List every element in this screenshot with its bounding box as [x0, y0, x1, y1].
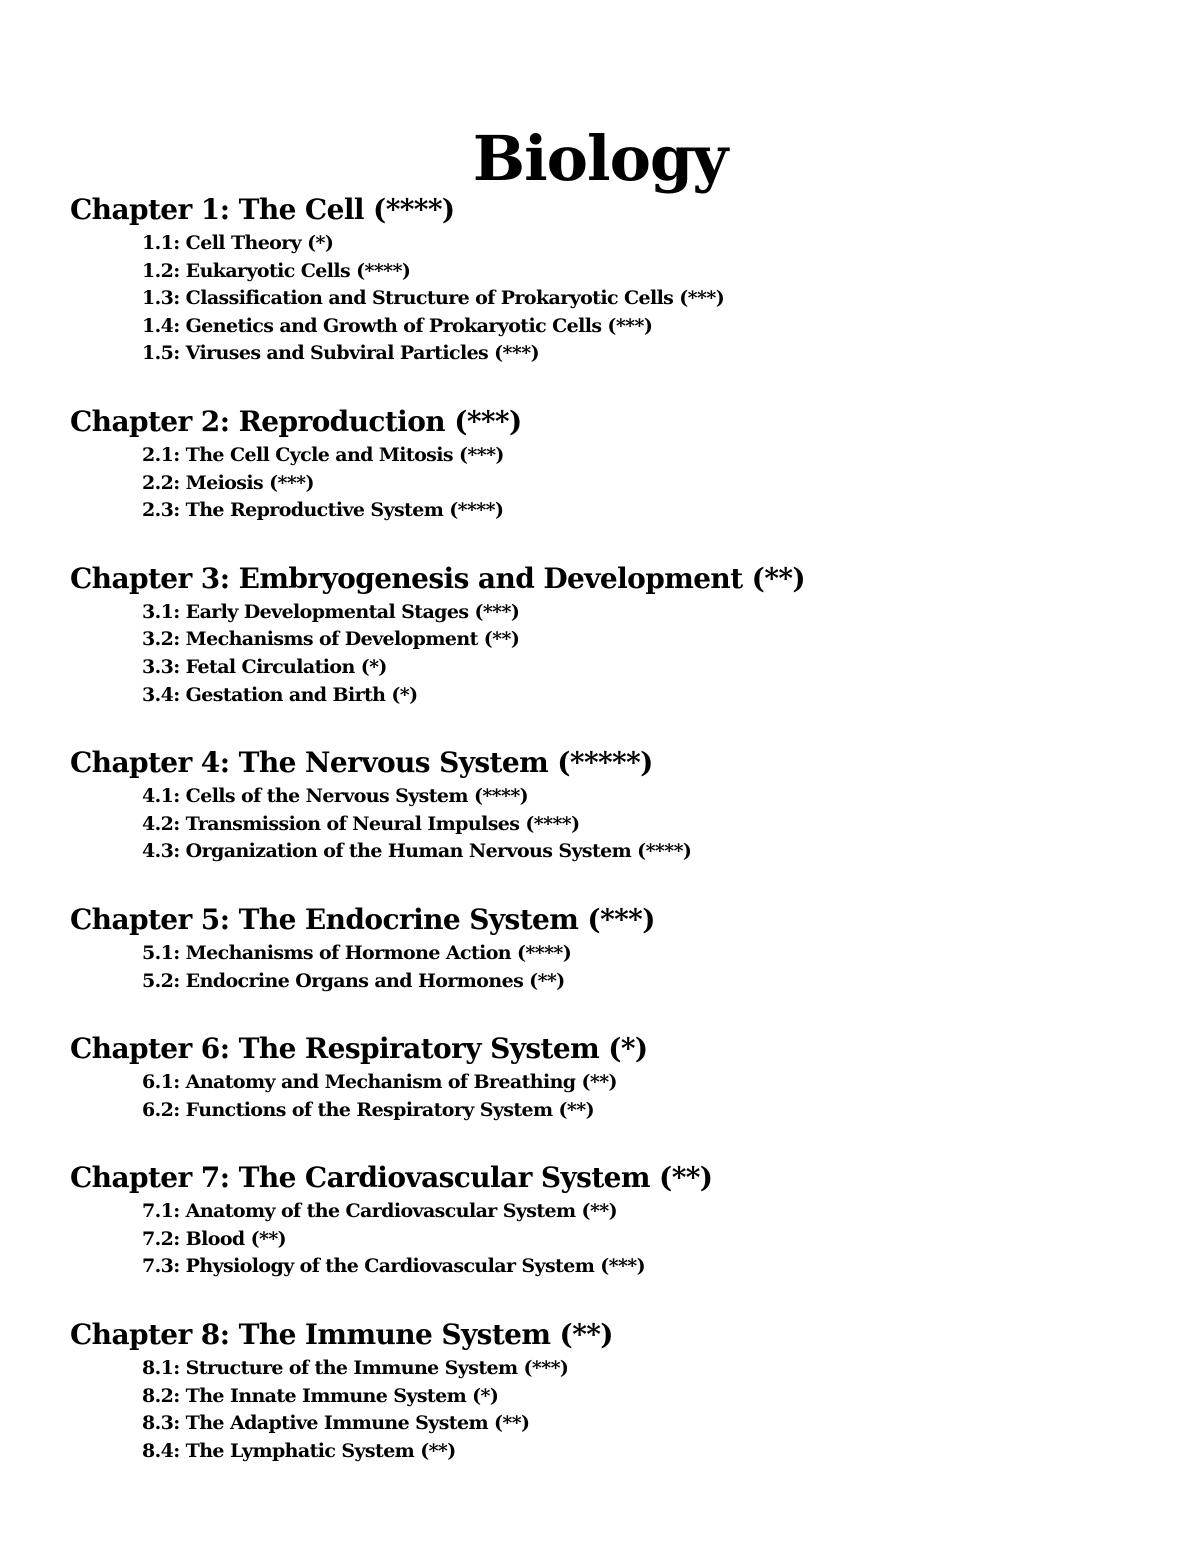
chapter-heading: Chapter 8: The Immune System (**) — [70, 1318, 613, 1352]
chapter-4 — [70, 743, 1170, 866]
section-item: 7.2: Blood (**) — [142, 1227, 287, 1250]
section-item: 4.1: Cells of the Nervous System (****) — [142, 785, 529, 808]
section-item: 8.3: The Adaptive Immune System (**) — [142, 1412, 530, 1435]
section-item: 5.1: Mechanisms of Hormone Action (****) — [142, 941, 572, 964]
chapter-list — [70, 190, 1170, 1499]
section-list — [70, 1069, 1170, 1124]
section-item: 1.3: Classification and Structure of Prokaryotic Cells (***) — [142, 287, 725, 310]
section-list — [70, 230, 1170, 368]
section-item: 4.2: Transmission of Neural Impulses (****) — [142, 812, 580, 835]
section-item: 2.2: Meiosis (***) — [142, 471, 314, 494]
section-item: 8.4: The Lymphatic System (**) — [142, 1439, 456, 1462]
section-list — [70, 783, 1170, 866]
section-list — [70, 599, 1170, 709]
chapter-heading: Chapter 1: The Cell (****) — [70, 193, 455, 226]
chapter-6 — [70, 1029, 1170, 1124]
section-item: 7.3: Physiology of the Cardiovascular System (***) — [142, 1255, 646, 1278]
chapter-2 — [70, 402, 1170, 525]
document-title: Biology — [472, 121, 728, 195]
section-item: 2.3: The Reproductive System (****) — [142, 499, 504, 522]
section-list — [70, 1355, 1170, 1465]
section-item: 3.2: Mechanisms of Development (**) — [142, 628, 520, 651]
section-item: 3.1: Early Developmental Stages (***) — [142, 600, 520, 623]
chapter-heading: Chapter 3: Embryogenesis and Development (**) — [70, 561, 806, 595]
section-item: 8.1: Structure of the Immune System (***) — [142, 1357, 569, 1380]
section-item: 1.2: Eukaryotic Cells (****) — [142, 259, 411, 282]
section-item: 1.1: Cell Theory (*) — [142, 232, 334, 254]
section-item: 6.2: Functions of the Respiratory System (**) — [142, 1098, 594, 1121]
section-item: 7.1: Anatomy of the Cardiovascular System (**) — [142, 1200, 618, 1223]
chapter-heading: Chapter 5: The Endocrine System (***) — [70, 902, 655, 936]
chapter-3 — [70, 559, 1170, 709]
chapter-5 — [70, 900, 1170, 995]
chapter-heading: Chapter 2: Reproduction (***) — [70, 404, 522, 438]
section-list — [70, 442, 1170, 525]
chapter-heading: Chapter 4: The Nervous System (*****) — [70, 746, 653, 780]
section-item: 3.4: Gestation and Birth (*) — [142, 683, 418, 706]
section-item: 5.2: Endocrine Organs and Hormones (**) — [142, 969, 565, 992]
section-list — [70, 940, 1170, 995]
chapter-heading: Chapter 6: The Respiratory System (*) — [70, 1032, 648, 1066]
section-item: 2.1: The Cell Cycle and Mitosis (***) — [142, 443, 504, 466]
chapter-1 — [70, 190, 1170, 368]
section-item: 6.1: Anatomy and Mechanism of Breathing (**) — [142, 1071, 617, 1094]
section-item: 1.4: Genetics and Growth of Prokaryotic Cells (***) — [142, 314, 653, 337]
section-item: 1.5: Viruses and Subviral Particles (***) — [142, 342, 539, 365]
chapter-8 — [70, 1315, 1170, 1465]
section-list — [70, 1198, 1170, 1281]
section-item: 3.3: Fetal Circulation (*) — [142, 655, 387, 678]
chapter-7 — [70, 1158, 1170, 1281]
section-item: 4.3: Organization of the Human Nervous System (****) — [142, 840, 692, 863]
chapter-heading: Chapter 7: The Cardiovascular System (**) — [70, 1161, 713, 1195]
section-item: 8.2: The Innate Immune System (*) — [142, 1384, 499, 1407]
